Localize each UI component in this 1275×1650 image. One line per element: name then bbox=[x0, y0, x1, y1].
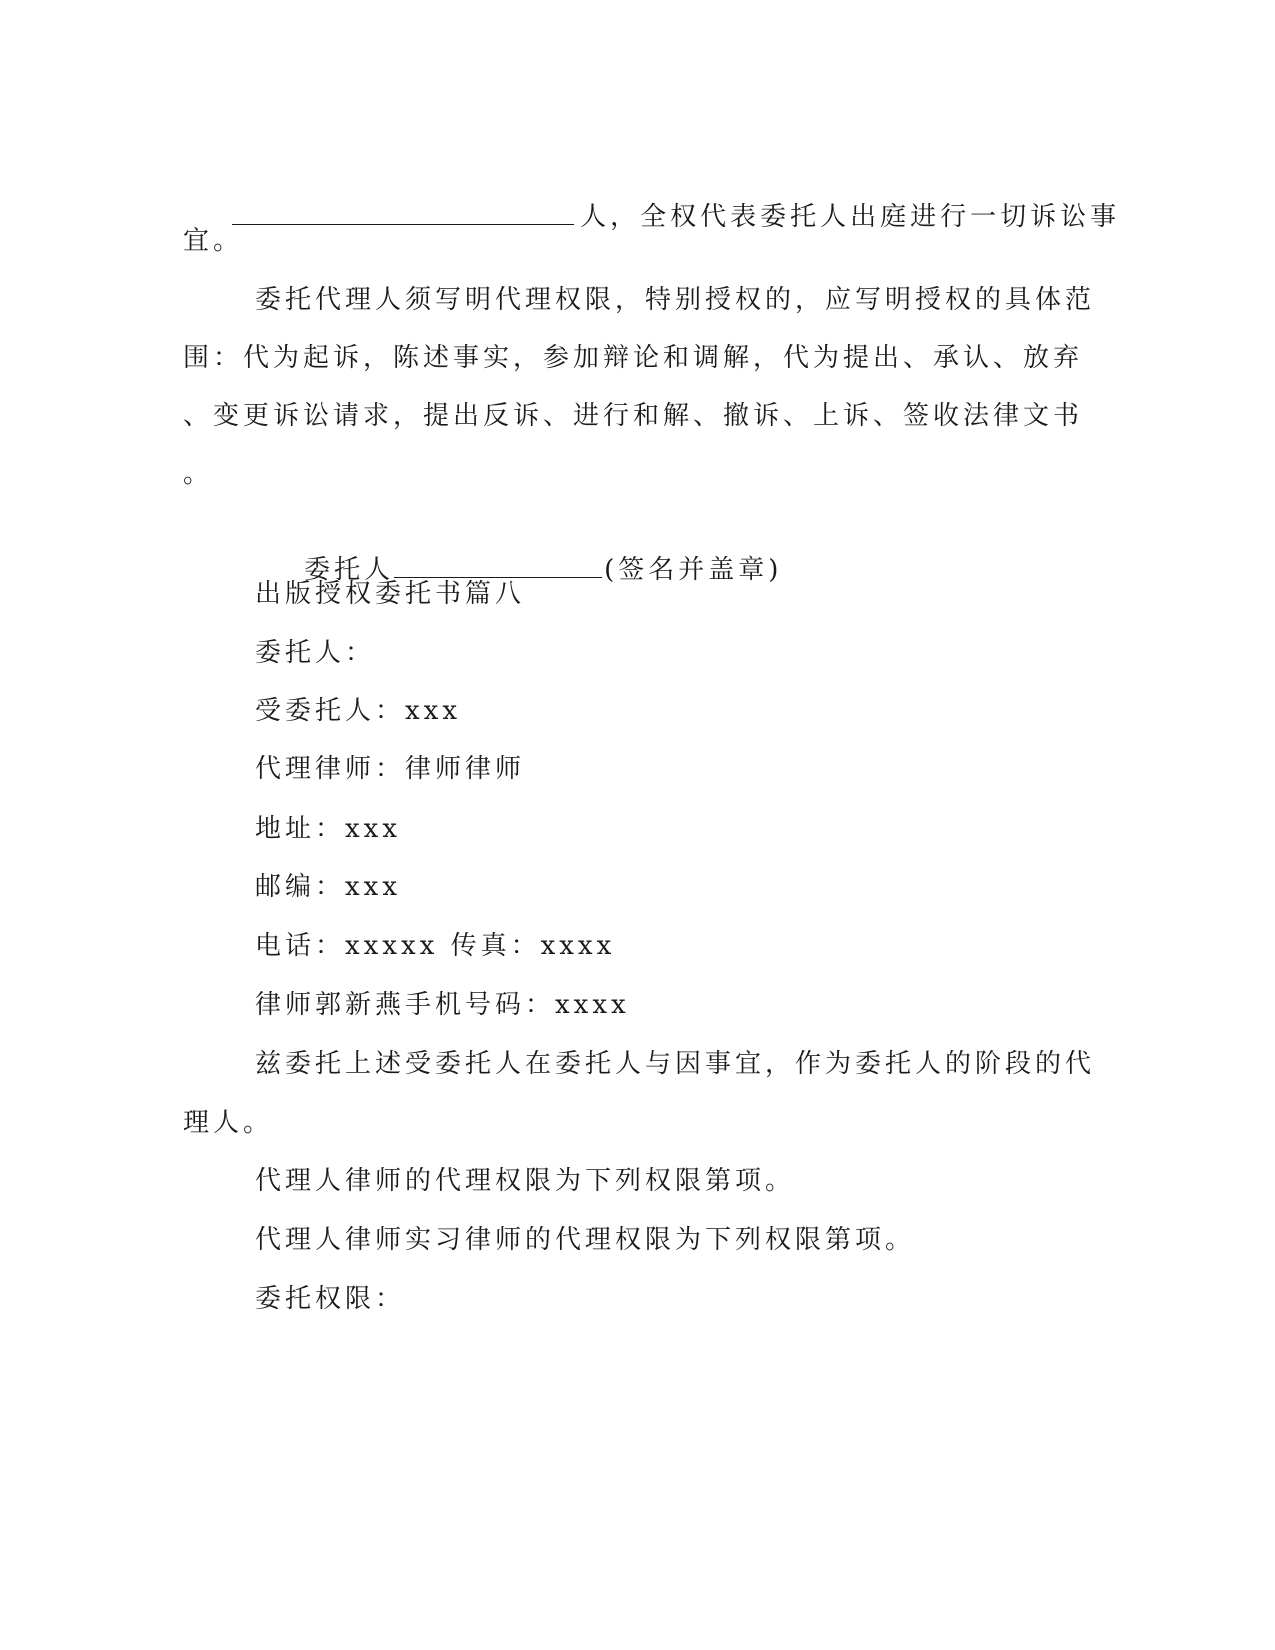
para3-line-2: 理人。 bbox=[183, 1108, 274, 1138]
signature-blank bbox=[394, 551, 602, 578]
field-address: 地址：xxx bbox=[255, 814, 401, 844]
blank-underline bbox=[232, 198, 574, 225]
field-agent: 受委托人：xxx bbox=[255, 696, 461, 726]
paragraph-line-2: 宜。 bbox=[183, 226, 244, 256]
para6: 委托权限： bbox=[255, 1284, 406, 1314]
section-title: 出版授权委托书篇八 bbox=[255, 579, 526, 609]
para3-line-1: 兹委托上述受委托人在委托人与因事宜，作为委托人的阶段的代 bbox=[255, 1049, 1096, 1079]
para2-line-1: 委托代理人须写明代理权限，特别授权的，应写明授权的具体范 bbox=[255, 285, 1096, 315]
signature-suffix: (签名并盖章) bbox=[604, 555, 783, 585]
line1-text: 人，全权代表委托人出庭进行一切诉讼事 bbox=[580, 202, 1121, 232]
field-postcode: 邮编：xxx bbox=[255, 872, 401, 902]
para2-line-2: 围：代为起诉，陈述事实，参加辩论和调解，代为提出、承认、放弃 bbox=[183, 343, 1084, 373]
field-mobile: 律师郭新燕手机号码：xxxx bbox=[255, 990, 630, 1020]
field-phone-fax: 电话：xxxxx 传真：xxxx bbox=[255, 931, 616, 961]
signature-label: 委托人 bbox=[304, 555, 395, 585]
para2-line-4: 。 bbox=[183, 459, 214, 489]
para5: 代理人律师实习律师的代理权限为下列权限第项。 bbox=[255, 1225, 916, 1255]
para4: 代理人律师的代理权限为下列权限第项。 bbox=[255, 1166, 796, 1196]
field-lawyer: 代理律师：律师律师 bbox=[255, 754, 526, 784]
field-principal: 委托人： bbox=[255, 638, 376, 668]
paragraph-line-1 bbox=[183, 168, 1120, 262]
para2-line-3: 、变更诉讼请求，提出反诉、进行和解、撤诉、上诉、签收法律文书 bbox=[183, 401, 1084, 431]
